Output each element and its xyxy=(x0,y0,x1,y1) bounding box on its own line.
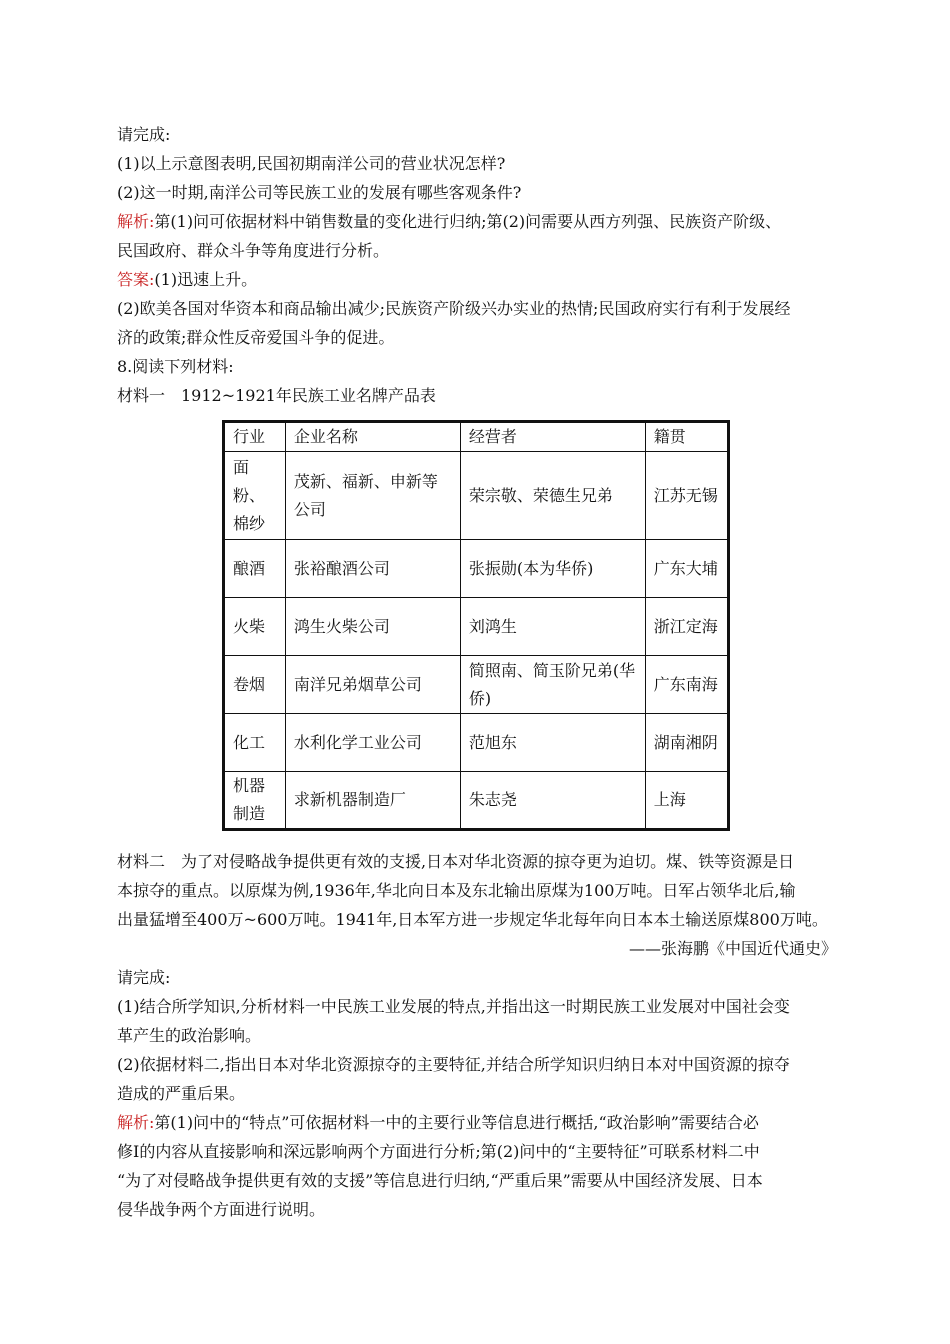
header-company: 企业名称 xyxy=(285,422,460,452)
prev-answer-line-2: (2)欧美各国对华资本和商品输出减少;民族资产阶级兴办实业的热情;民国政府实行有利于发展经 xyxy=(117,299,791,318)
cell-company: 水利化学工业公司 xyxy=(285,714,460,772)
material-2-source: ——张海鹏《中国近代通史》 xyxy=(628,939,837,958)
cell-industry: 化工 xyxy=(224,714,286,772)
prev-answer-line-1 xyxy=(117,270,257,290)
prev-analysis-line-1 xyxy=(117,212,781,232)
brand-products-table xyxy=(222,420,730,831)
cell-company: 求新机器制造厂 xyxy=(285,772,460,830)
cell-industry: 火柴 xyxy=(224,598,286,656)
table-row xyxy=(224,656,729,714)
cell-operator: 朱志尧 xyxy=(460,772,645,830)
cell-industry: 面粉、棉纱 xyxy=(224,452,286,540)
cell-operator: 范旭东 xyxy=(460,714,645,772)
prev-analysis-text-1: 第(1)问可依据材料中销售数量的变化进行归纳;第(2)问需要从西方列强、民族资产阶级、 xyxy=(154,212,782,231)
cell-company: 张裕酿酒公司 xyxy=(285,540,460,598)
cell-origin: 江苏无锡 xyxy=(645,452,728,540)
table-row xyxy=(224,772,729,830)
cell-industry: 卷烟 xyxy=(224,656,286,714)
cell-company: 茂新、福新、申新等公司 xyxy=(285,452,460,540)
material-1-title: 材料一 1912~1921年民族工业名牌产品表 xyxy=(117,386,436,405)
table-row xyxy=(224,452,729,540)
material-2-line-2: 本掠夺的重点。以原煤为例,1936年,华北向日本及东北输出原煤为100万吨。日军占领华北后,输 xyxy=(117,881,796,900)
complete-label: 请完成: xyxy=(117,968,171,987)
analysis-line-4: 侵华战争两个方面进行说明。 xyxy=(117,1200,326,1219)
cell-company: 鸿生火柴公司 xyxy=(285,598,460,656)
cell-origin: 湖南湘阴 xyxy=(645,714,728,772)
prev-answer-label: 答案: xyxy=(117,270,155,289)
table-header-row xyxy=(224,422,729,452)
prev-answer-line-3: 济的政策;群众性反帝爱国斗争的促进。 xyxy=(117,328,395,347)
question-2-line-2: 造成的严重后果。 xyxy=(117,1084,246,1103)
material-2-line-1: 材料二 为了对侵略战争提供更有效的支援,日本对华北资源的掠夺更为迫切。煤、铁等资源是日 xyxy=(117,852,795,871)
prev-question-1: (1)以上示意图表明,民国初期南洋公司的营业状况怎样? xyxy=(117,154,506,173)
question-2-line-1: (2)依据材料二,指出日本对华北资源掠夺的主要特征,并结合所学知识归纳日本对中国资源的掠夺 xyxy=(117,1055,790,1074)
prev-analysis-label: 解析: xyxy=(117,212,155,231)
prev-analysis-line-2: 民国政府、群众斗争等角度进行分析。 xyxy=(117,241,390,260)
question-1-line-1: (1)结合所学知识,分析材料一中民族工业发展的特点,并指出这一时期民族工业发展对中国社会变 xyxy=(117,997,790,1016)
analysis-line-1 xyxy=(117,1113,759,1133)
cell-origin: 上海 xyxy=(645,772,728,830)
header-operator: 经营者 xyxy=(460,422,645,452)
analysis-label: 解析: xyxy=(117,1113,155,1132)
analysis-text-1: 第(1)问中的“特点”可依据材料一中的主要行业等信息进行概括,“政治影响”需要结合必 xyxy=(154,1113,759,1132)
prev-answer-text-1: (1)迅速上升。 xyxy=(154,270,258,289)
analysis-line-2: 修Ⅰ的内容从直接影响和深远影响两个方面进行分析;第(2)问中的“主要特征”可联系材料二中 xyxy=(117,1142,760,1161)
cell-industry: 机器制造 xyxy=(224,772,286,830)
cell-industry: 酿酒 xyxy=(224,540,286,598)
question-8-heading: 8.阅读下列材料: xyxy=(117,357,234,376)
cell-origin: 广东大埔 xyxy=(645,540,728,598)
cell-operator: 荣宗敬、荣德生兄弟 xyxy=(460,452,645,540)
prev-question-2: (2)这一时期,南洋公司等民族工业的发展有哪些客观条件? xyxy=(117,183,522,202)
cell-operator: 张振勋(本为华侨) xyxy=(460,540,645,598)
table-row xyxy=(224,598,729,656)
cell-company: 南洋兄弟烟草公司 xyxy=(285,656,460,714)
analysis-line-3: “为了对侵略战争提供更有效的支援”等信息进行归纳,“严重后果”需要从中国经济发展、日本 xyxy=(117,1171,763,1190)
header-industry: 行业 xyxy=(224,422,286,452)
prev-complete-label: 请完成: xyxy=(117,125,171,144)
cell-operator: 简照南、简玉阶兄弟(华侨) xyxy=(460,656,645,714)
cell-origin: 广东南海 xyxy=(645,656,728,714)
table-row xyxy=(224,714,729,772)
question-1-line-2: 革产生的政治影响。 xyxy=(117,1026,262,1045)
material-2-line-3: 出量猛增至400万~600万吨。1941年,日本军方进一步规定华北每年向日本本土输送原煤800万吨。 xyxy=(117,910,828,929)
table-row xyxy=(224,540,729,598)
cell-operator: 刘鸿生 xyxy=(460,598,645,656)
header-origin: 籍贯 xyxy=(645,422,728,452)
cell-origin: 浙江定海 xyxy=(645,598,728,656)
